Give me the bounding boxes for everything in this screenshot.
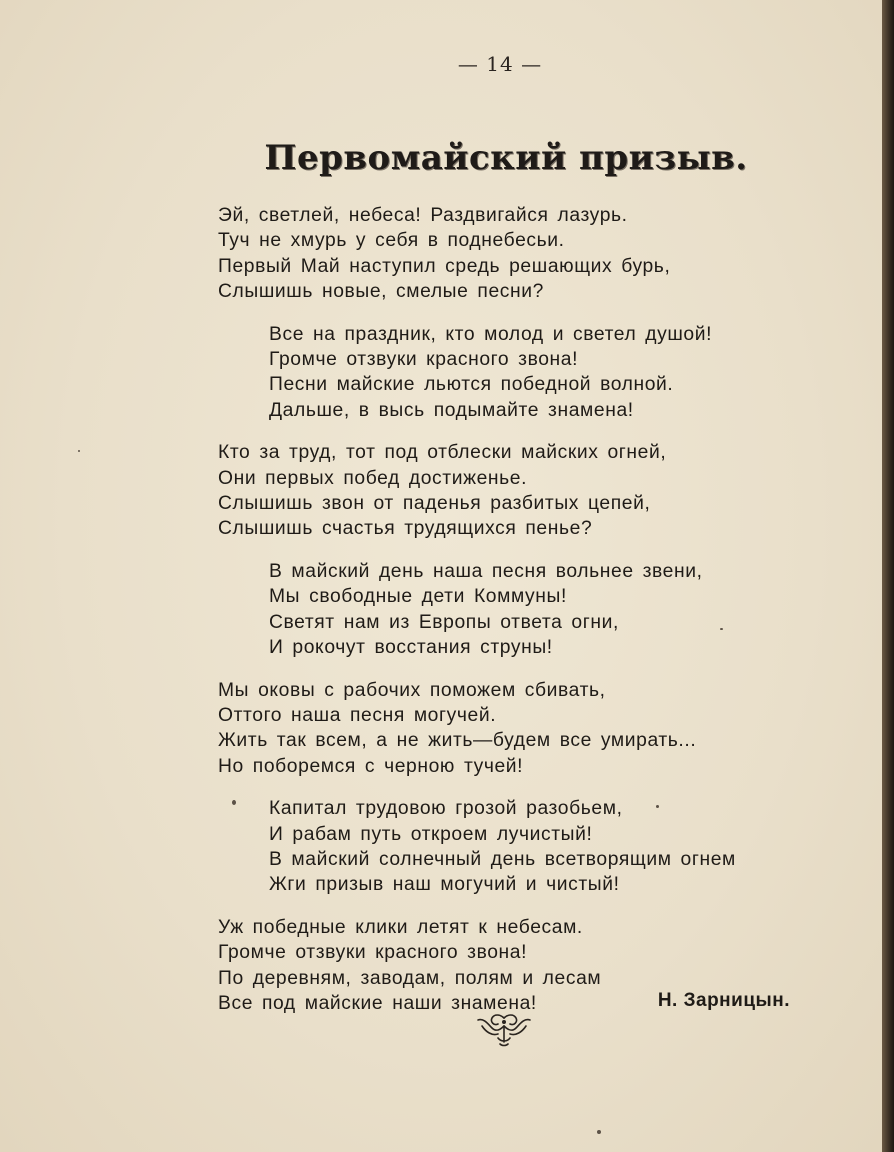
poem-line: Светят нам из Европы ответа огни, xyxy=(269,611,619,633)
poem-line: И рокочут восстания струны! xyxy=(269,637,553,659)
poem-line: Громче отзвуки красного звона! xyxy=(269,349,579,371)
poem-stanza xyxy=(218,322,788,424)
paper-speck xyxy=(720,628,723,630)
poem-line: И рабам путь откроем лучистый! xyxy=(269,823,593,845)
poem-line: Жги призыв наш могучий и чистый! xyxy=(269,874,620,896)
page-number: — 14 — xyxy=(457,52,543,76)
poem-stanza xyxy=(218,440,788,542)
poem-line: Дальше, в высь подымайте знамена! xyxy=(269,399,634,421)
poem-stanza xyxy=(218,203,788,305)
poem-line: Кто за труд, тот под отблески майских огней, xyxy=(218,442,667,464)
poem-line: Жить так всем, а не жить—будем все умирать... xyxy=(218,730,697,752)
poem-stanza xyxy=(218,678,788,780)
poem-line: Туч не хмурь у себя в поднебесьи. xyxy=(218,230,565,252)
poem-line: Но поборемся с черною тучей! xyxy=(218,755,524,777)
poem-line: В майский день наша песня вольнее звени, xyxy=(269,560,703,582)
poem-stanza xyxy=(218,559,788,661)
poem-line: Оттого наша песня могучей. xyxy=(218,704,497,726)
paper-speck xyxy=(597,1130,601,1134)
poem-body xyxy=(218,203,788,1033)
page-edge-shadow xyxy=(882,0,894,1152)
poem-line: По деревням, заводам, полям и лесам xyxy=(218,967,602,989)
poem-line: Уж победные клики летят к небесам. xyxy=(218,916,583,938)
poem-line: Слышишь новые, смелые песни? xyxy=(218,281,544,303)
poem-line: Слышишь звон от паденья разбитых цепей, xyxy=(218,493,651,515)
poem-line: Мы свободные дети Коммуны! xyxy=(269,586,567,608)
poem-line: Эй, светлей, небеса! Раздвигайся лазурь. xyxy=(218,205,628,226)
poem-line: Первый Май наступил средь решающих бурь, xyxy=(218,255,671,277)
poem-author: Н. Зарницын. xyxy=(657,990,790,1011)
paper-speck xyxy=(78,450,80,452)
floral-ornament-icon xyxy=(474,1012,534,1048)
paper-speck xyxy=(232,800,236,805)
poem-line: Песни майские льются победной волной. xyxy=(269,374,674,396)
poem-line: В майский солнечный день всетворящим огнем xyxy=(269,848,736,870)
poem-line: Они первых побед достиженье. xyxy=(218,467,528,489)
poem-line: Все на праздник, кто молод и светел душой! xyxy=(269,323,713,345)
poem-line: Капитал трудовою грозой разобьем, xyxy=(269,798,623,820)
paper-speck xyxy=(656,805,659,808)
poem-line: Мы оковы с рабочих поможем сбивать, xyxy=(218,679,606,701)
poem-title: Первомайский призыв. xyxy=(264,138,748,178)
poem-line: Громче отзвуки красного звона! xyxy=(218,942,528,964)
poem-line: Все под майские наши знамена! xyxy=(218,992,537,1014)
poem-line: Слышишь счастья трудящихся пенье? xyxy=(218,518,593,540)
poem-stanza xyxy=(218,796,788,898)
